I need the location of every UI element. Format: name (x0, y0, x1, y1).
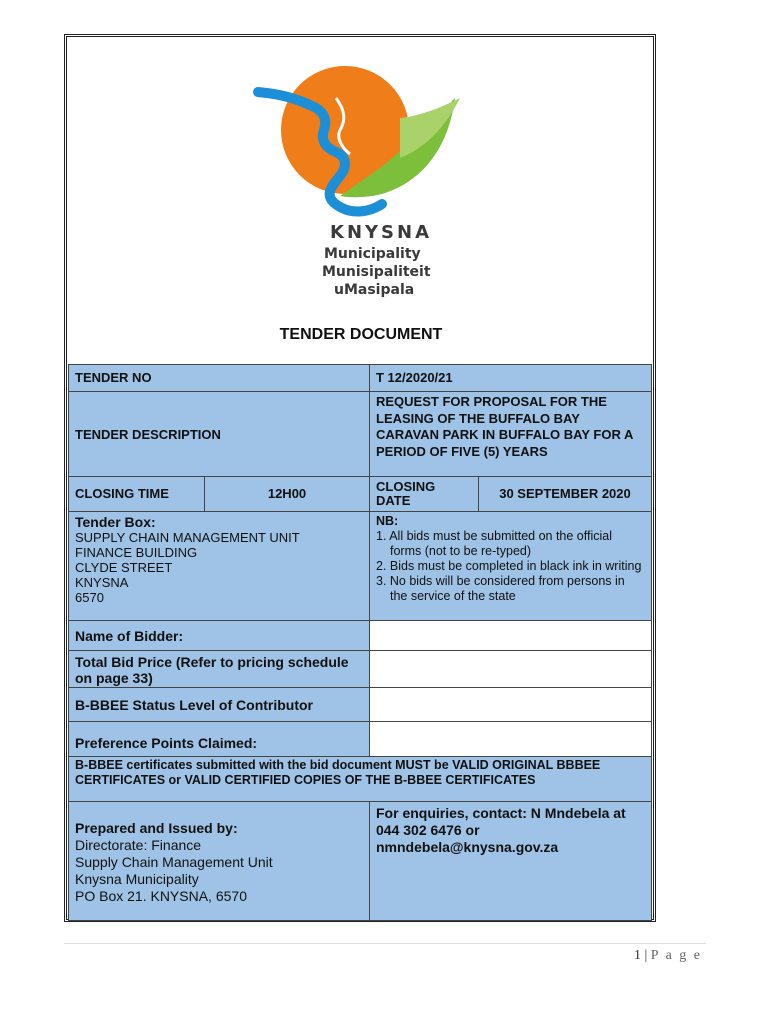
bbbee-status-field[interactable] (369, 687, 652, 722)
nb-label: NB: (376, 514, 399, 528)
page-number (634, 948, 702, 964)
tender-box-line: FINANCE BUILDING (75, 545, 198, 560)
footer-divider (64, 943, 706, 944)
knysna-logo (250, 58, 480, 218)
prepared-line: PO Box 21. KNYSNA, 6570 (75, 888, 247, 904)
name-of-bidder-field[interactable] (369, 620, 652, 651)
preference-points-label: Preference Points Claimed: (68, 721, 370, 757)
tender-box-line: CLYDE STREET (75, 560, 173, 575)
prepared-line: Directorate: Finance (75, 837, 202, 853)
nb-notes (369, 511, 652, 621)
closing-date-value: 30 SEPTEMBER 2020 (478, 476, 652, 512)
bbbee-notice: B-BBEE certificates submitted with the bid document MUST be VALID ORIGINAL BBBEE CERTIFICATES or VALID CERTIFIED COPIES OF THE B-BBEE CERTIFICATES (68, 756, 652, 802)
tender-box-line: 6570 (75, 590, 104, 605)
tender-box-line: SUPPLY CHAIN MANAGEMENT UNIT (75, 530, 300, 545)
nb-item: 2. Bids must be completed in black ink in writing (376, 559, 642, 573)
tender-no-label: TENDER NO (68, 364, 370, 392)
tender-box-label: Tender Box: (75, 514, 156, 530)
closing-time-label: CLOSING TIME (68, 476, 205, 512)
total-bid-price-field[interactable] (369, 650, 652, 688)
brand-name: KNYSNA (330, 222, 433, 243)
brand-line-1: Municipality (324, 246, 421, 262)
enquiries-contact: For enquiries, contact: N Mndebela at 044 302 6476 or nmndebela@knysna.gov.za (369, 801, 652, 921)
closing-time-value: 12H00 (204, 476, 370, 512)
prepared-line: Knysna Municipality (75, 871, 199, 887)
closing-date-label: CLOSING DATE (369, 476, 479, 512)
brand-line-2: Munisipaliteit (322, 264, 431, 280)
prepared-line: Supply Chain Management Unit (75, 854, 273, 870)
total-bid-price-label: Total Bid Price (Refer to pricing schedule on page 33) (68, 650, 370, 688)
prepared-by (68, 801, 370, 921)
preference-points-field[interactable] (369, 721, 652, 757)
tender-description-label: TENDER DESCRIPTION (68, 391, 370, 477)
tender-description-value: REQUEST FOR PROPOSAL FOR THE LEASING OF THE BUFFALO BAY CARAVAN PARK IN BUFFALO BAY FOR A PERIOD OF FIVE (5) YEARS (369, 391, 652, 477)
brand-line-3: uMasipala (334, 282, 415, 298)
name-of-bidder-label: Name of Bidder: (68, 620, 370, 651)
page-label: P a g e (650, 948, 702, 963)
page-number-value: 1 (633, 948, 641, 963)
tender-box (68, 511, 370, 621)
prepared-label: Prepared and Issued by: (75, 820, 238, 836)
bbbee-status-label: B-BBEE Status Level of Contributor (68, 687, 370, 722)
tender-box-line: KNYSNA (75, 575, 129, 590)
page-number-separator: | (644, 948, 648, 963)
tender-no-value: T 12/2020/21 (369, 364, 652, 392)
document-title: TENDER DOCUMENT (279, 326, 443, 343)
nb-item: 3. No bids will be considered from persons in the service of the state (376, 574, 625, 603)
nb-item: 1. All bids must be submitted on the official forms (not to be re-typed) (376, 529, 613, 558)
